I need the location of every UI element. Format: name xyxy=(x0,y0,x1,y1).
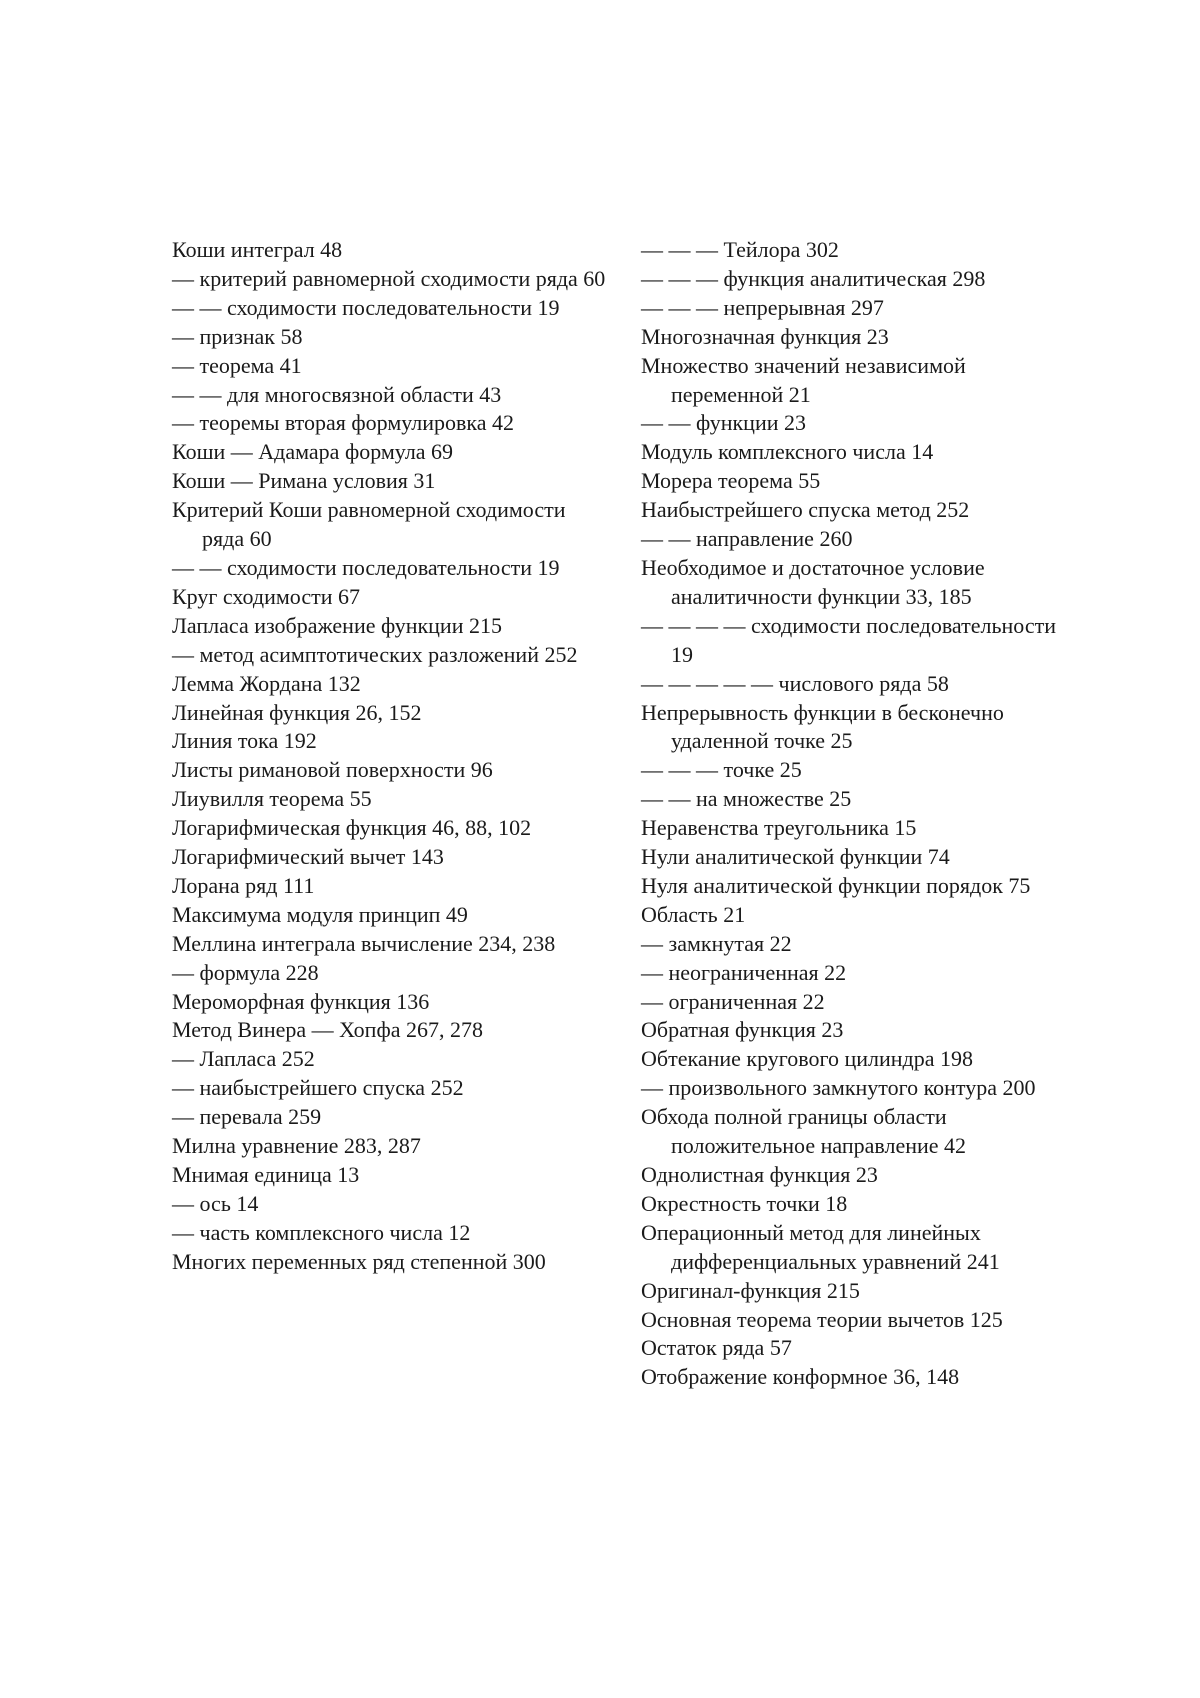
index-entry: — теоремы вторая формулировка 42 xyxy=(172,410,515,436)
index-entry: Логарифмический вычет 143 xyxy=(172,844,444,870)
index-entry: — формула 228 xyxy=(172,959,319,985)
index-entry: — — — — — числового ряда 58 xyxy=(641,670,949,696)
index-entry: — признак 58 xyxy=(172,323,303,349)
index-entry: — — — Тейлора 302 xyxy=(641,237,839,262)
index-entry: Нули аналитической функции 74 xyxy=(641,844,950,870)
index-entry: Обтекание кругового цилиндра 198 xyxy=(641,1046,974,1072)
index-entry: Морера теорема 55 xyxy=(641,468,821,494)
index-entry: — неограниченная 22 xyxy=(641,959,847,985)
index-entry: — — — функция аналитическая 298 xyxy=(641,265,986,291)
index-entry: — теорема 41 xyxy=(172,352,302,378)
index-entry: Коши — Адамара формула 69 xyxy=(172,439,454,465)
index-entry: Область 21 xyxy=(641,901,746,927)
index-entry: — критерий равномерной сходимости ряда 60 xyxy=(172,265,606,291)
index-entry: Остаток ряда 57 xyxy=(641,1335,792,1361)
index-entry: Метод Винера — Хопфа 267, 278 xyxy=(172,1017,483,1043)
index-entry: Мероморфная функция 136 xyxy=(172,988,430,1014)
index-entry: Неравенства треугольника 15 xyxy=(641,815,917,841)
index-entry: Лемма Жордана 132 xyxy=(172,670,361,696)
index-entry: — произвольного замкнутого контура 200 xyxy=(641,1075,1036,1101)
index-entry: Коши интеграл 48 xyxy=(172,237,343,262)
index-entry: Наибыстрейшего спуска метод 252 xyxy=(641,497,970,523)
index-entry: Непрерывность функции в бесконечно удаленной точке 25 xyxy=(641,699,1004,754)
index-entry: — — сходимости последовательности 19 xyxy=(172,554,560,580)
index-entry: Необходимое и достаточное условие аналитичности функции 33, 185 xyxy=(641,554,985,609)
index-entry: — ограниченная 22 xyxy=(641,988,825,1014)
index-entry: — перевала 259 xyxy=(172,1104,322,1130)
index-entry: — — направление 260 xyxy=(641,526,853,552)
index-entry: Основная теорема теории вычетов 125 xyxy=(641,1306,1003,1332)
index-entry: Максимума модуля принцип 49 xyxy=(172,901,468,927)
index-entry: — — на множестве 25 xyxy=(641,786,852,812)
index-entry: Обхода полной границы области положительное направление 42 xyxy=(641,1104,967,1159)
index-entry: — — — — сходимости последовательности 19 xyxy=(641,612,1056,667)
index-entry: Круг сходимости 67 xyxy=(172,583,360,609)
index-entry: Лорана ряд 111 xyxy=(172,872,315,898)
index-entry: Милна уравнение 283, 287 xyxy=(172,1133,421,1159)
index-entry: Логарифмическая функция 46, 88, 102 xyxy=(172,815,532,841)
index-entry: Лиувилля теорема 55 xyxy=(172,786,372,812)
index-entry: — Лапласа 252 xyxy=(172,1046,315,1072)
index-entry: Окрестность точки 18 xyxy=(641,1190,848,1216)
index-entry: Отображение конформное 36, 148 xyxy=(641,1364,960,1390)
index-entry: Лапласа изображение функции 215 xyxy=(172,612,502,638)
index-entry: Обратная функция 23 xyxy=(641,1017,844,1043)
index-entry: Меллина интеграла вычисление 234, 238 xyxy=(172,930,556,956)
index-entry: — — сходимости последовательности 19 xyxy=(172,294,560,320)
index-entry: Мнимая единица 13 xyxy=(172,1162,360,1187)
index-entry: — — — точке 25 xyxy=(641,757,802,783)
index-entry: — наибыстрейшего спуска 252 xyxy=(172,1075,464,1101)
index-entry: — — для многосвязной области 43 xyxy=(172,381,502,407)
index-entry: — метод асимптотических разложений 252 xyxy=(172,641,578,667)
index-entry: — ось 14 xyxy=(172,1190,259,1216)
index-entry: Нуля аналитической функции порядок 75 xyxy=(641,872,1031,898)
index-entry: Многозначная функция 23 xyxy=(641,323,889,349)
index-entry: Однолистная функция 23 xyxy=(641,1162,878,1187)
index-column-left xyxy=(172,236,612,1277)
index-entry: — — — непрерывная 297 xyxy=(641,294,884,320)
index-entry: Операционный метод для линейных дифференциальных уравнений 241 xyxy=(641,1219,1000,1274)
index-entry: Многих переменных ряд степенной 300 xyxy=(172,1248,546,1274)
index-entry: Коши — Римана условия 31 xyxy=(172,468,436,494)
index-entry: — часть комплексного числа 12 xyxy=(172,1219,471,1245)
index-entry: — замкнутая 22 xyxy=(641,930,792,956)
index-entry: Линейная функция 26, 152 xyxy=(172,699,422,725)
index-column-right xyxy=(641,236,1061,1392)
index-entry: Модуль комплексного числа 14 xyxy=(641,439,934,465)
index-entry: Критерий Коши равномерной сходимости ряда 60 xyxy=(172,497,566,552)
index-entry: — — функции 23 xyxy=(641,410,806,436)
index-entry: Листы римановой поверхности 96 xyxy=(172,757,493,783)
index-entry: Оригинал-функция 215 xyxy=(641,1277,860,1303)
index-entry: Линия тока 192 xyxy=(172,728,317,754)
index-entry: Множество значений независимой переменной 21 xyxy=(641,352,966,407)
